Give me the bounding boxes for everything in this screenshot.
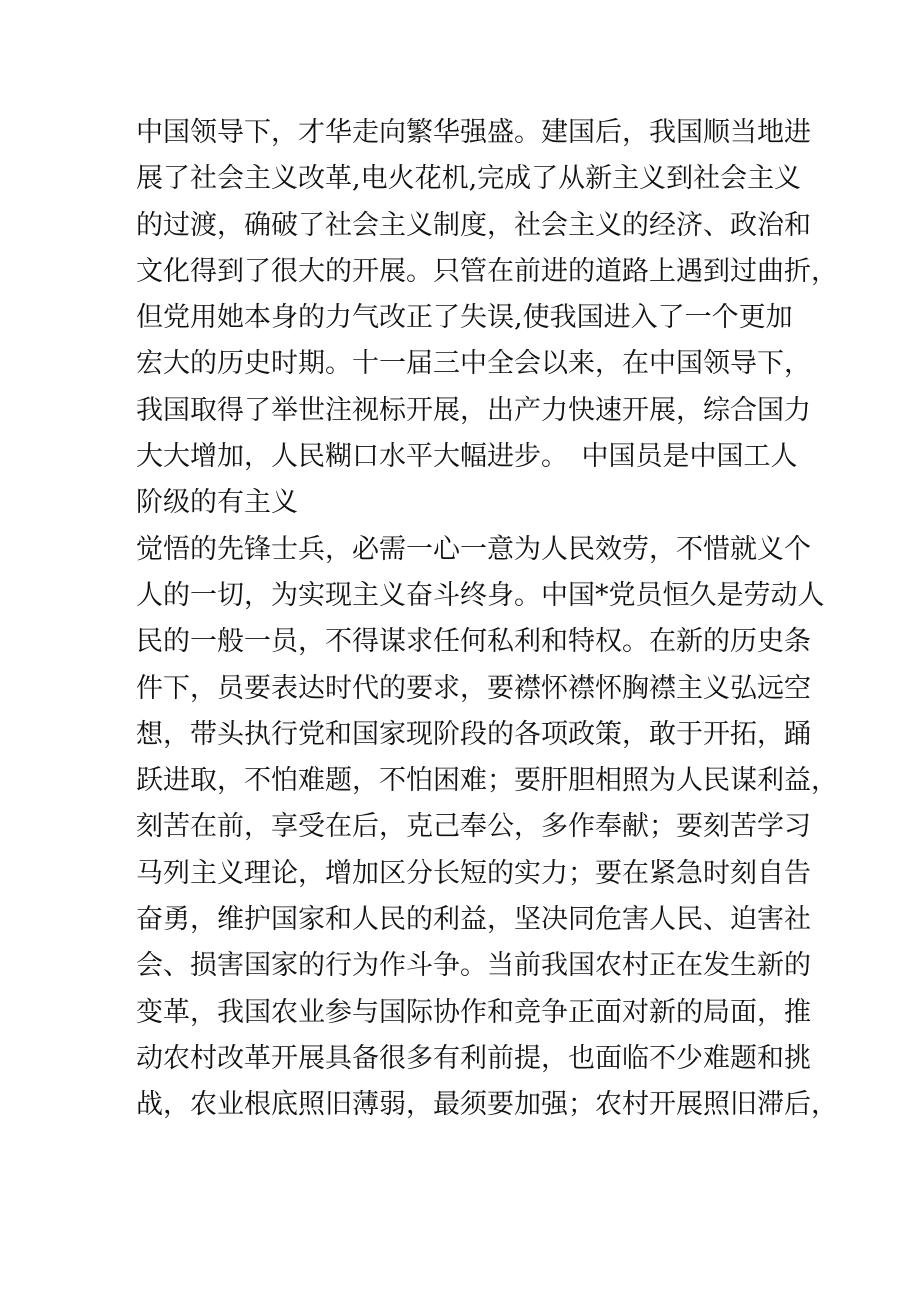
text-line: 民的一般一员，不得谋求任何私利和特权。在新的历史条	[136, 626, 811, 658]
text-line: 变革，我国农业参与国际协作和竞争正面对新的局面，推	[136, 996, 811, 1028]
text-line: 人的一切，为实现主义奋斗终身。中国*党员恒久是劳动人	[136, 579, 825, 611]
text-line: 动农村改革开展具备很多有利前提，也面临不少难题和挑	[136, 1042, 811, 1074]
text-line: 但党用她本身的力气改正了失误,使我国进入了一个更加	[136, 302, 793, 334]
text-line: 的过渡，确破了社会主义制度，社会主义的经济、政治和	[136, 209, 811, 241]
text-line: 马列主义理论，增加区分长短的实力；要在紧急时刻自告	[136, 857, 811, 889]
text-line: 奋勇，维护国家和人民的利益，坚决同危害人民、迫害社	[136, 904, 811, 936]
text-line: 跃进取，不怕难题，不怕困难；要肝胆相照为人民谋利益，	[136, 765, 838, 797]
text-line: 刻苦在前，享受在后，克己奉公，多作奉献；要刻苦学习	[136, 811, 811, 843]
text-line: 件下，员要表达时代的要求，要襟怀襟怀胸襟主义弘远空	[136, 672, 811, 704]
text-line: 大大增加，人民糊口水平大幅进步。 中国员是中国工人	[136, 441, 798, 473]
text-line: 想，带头执行党和国家现阶段的各项政策，敢于开拓，踊	[136, 718, 811, 750]
text-line: 宏大的历史时期。十一届三中全会以来，在中国领导下，	[136, 348, 811, 380]
text-line: 我国取得了举世注视标开展，出产力快速开展，综合国力	[136, 394, 811, 426]
text-line: 觉悟的先锋士兵，必需一心一意为人民效劳，不惜就义个	[136, 533, 811, 565]
text-line: 阶级的有主义	[136, 487, 298, 519]
text-line: 战，农业根底照旧薄弱，最须要加强；农村开展照旧滞后，	[136, 1089, 838, 1121]
text-line: 文化得到了很大的开展。只管在前进的道路上遇到过曲折，	[136, 255, 838, 287]
text-line: 会、损害国家的行为作斗争。当前我国农村正在发生新的	[136, 950, 811, 982]
body-text	[136, 110, 838, 1129]
text-line: 展了社会主义改革,电火花机,完成了从新主义到社会主义	[136, 163, 802, 195]
text-line: 中国领导下，才华走向繁华强盛。建国后，我国顺当地进	[136, 117, 811, 148]
